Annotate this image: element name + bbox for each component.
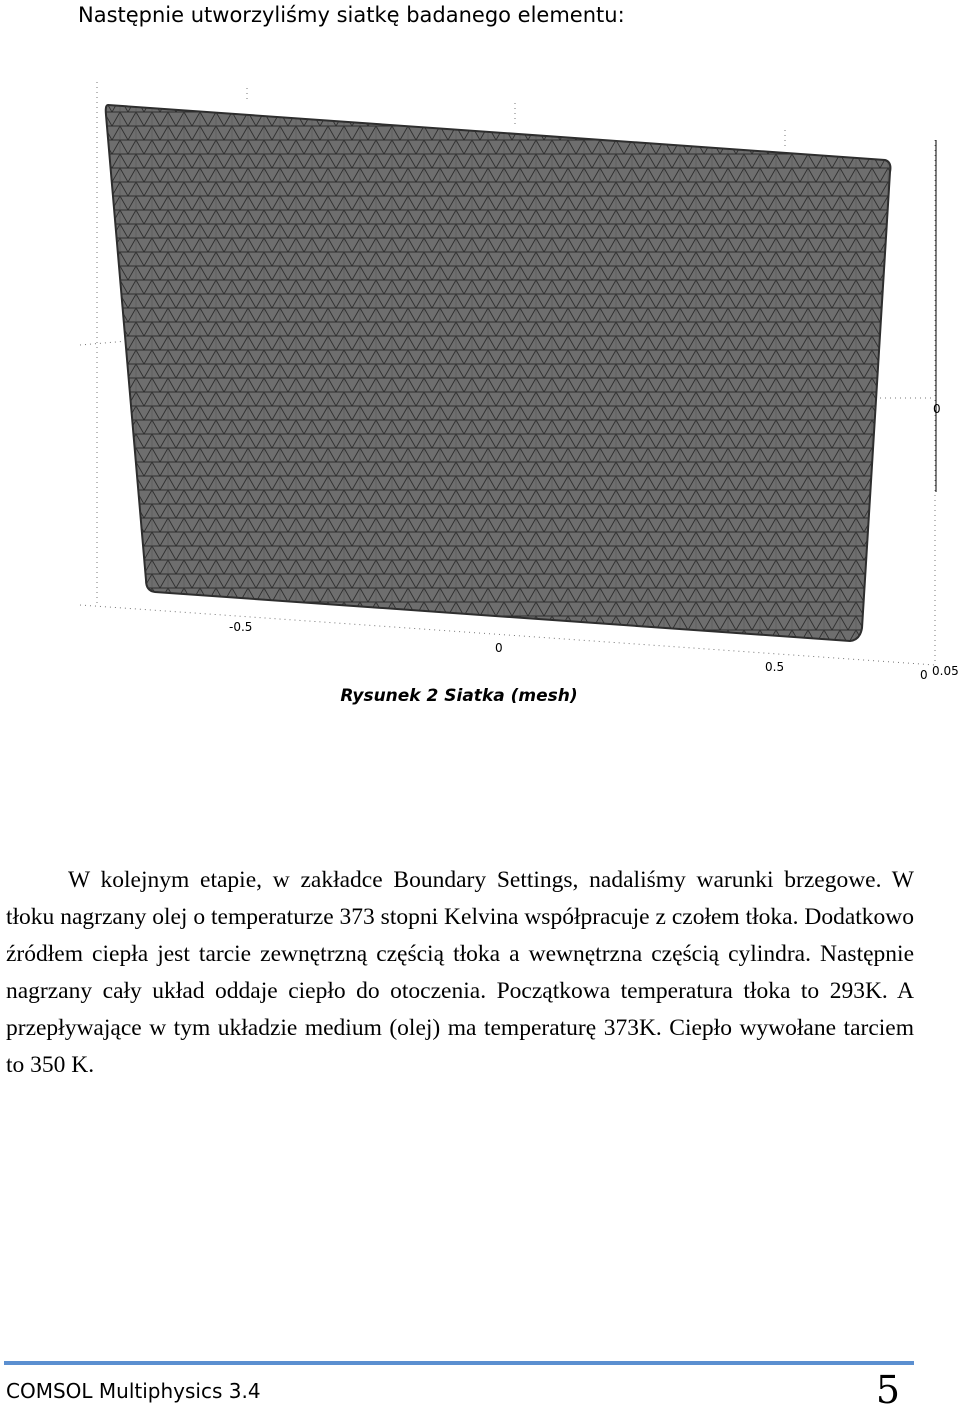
- footer-title: COMSOL Multiphysics 3.4: [6, 1379, 261, 1403]
- body-paragraph: [6, 862, 914, 1084]
- paragraph-text: W kolejnym etapie, w zakładce Boundary Settings, nadaliśmy warunki brzegowe. W tłoku nagrzany olej o temperaturze 373 stopni Kelvina współpracuje z czołem tłoka. Dodatkowo źródłem ciepła jest tarcie zewnętrzną częścią tłoka a wewnętrzna częścią cylindra. Następnie nagrzany cały układ oddaje ciepło do otoczenia. Początkowa temperatura tłoka to 293K. A przepływające w tym układzie medium (olej) ma temperaturę 373K. Ciepło wywołane tarciem to 350 K.: [6, 867, 914, 1078]
- mesh-region: [106, 105, 891, 641]
- mesh-figure: [0, 0, 960, 700]
- axis-label-corner-zero: 0: [920, 668, 928, 682]
- intro-text: Następnie utworzyliśmy siatkę badanego elementu:: [78, 3, 625, 27]
- axis-label-x-zero: 0: [495, 641, 503, 655]
- footer-rule: [4, 1361, 914, 1365]
- axis-label-x-pos: 0.5: [765, 660, 785, 674]
- axis-label-corner-value: 0.05: [932, 664, 959, 678]
- axis-label-x-neg: -0.5: [229, 620, 253, 634]
- axis-label-y-zero: 0: [933, 402, 941, 416]
- page-number: 5: [875, 1368, 900, 1412]
- figure-caption: Rysunek 2 Siatka (mesh): [340, 686, 578, 706]
